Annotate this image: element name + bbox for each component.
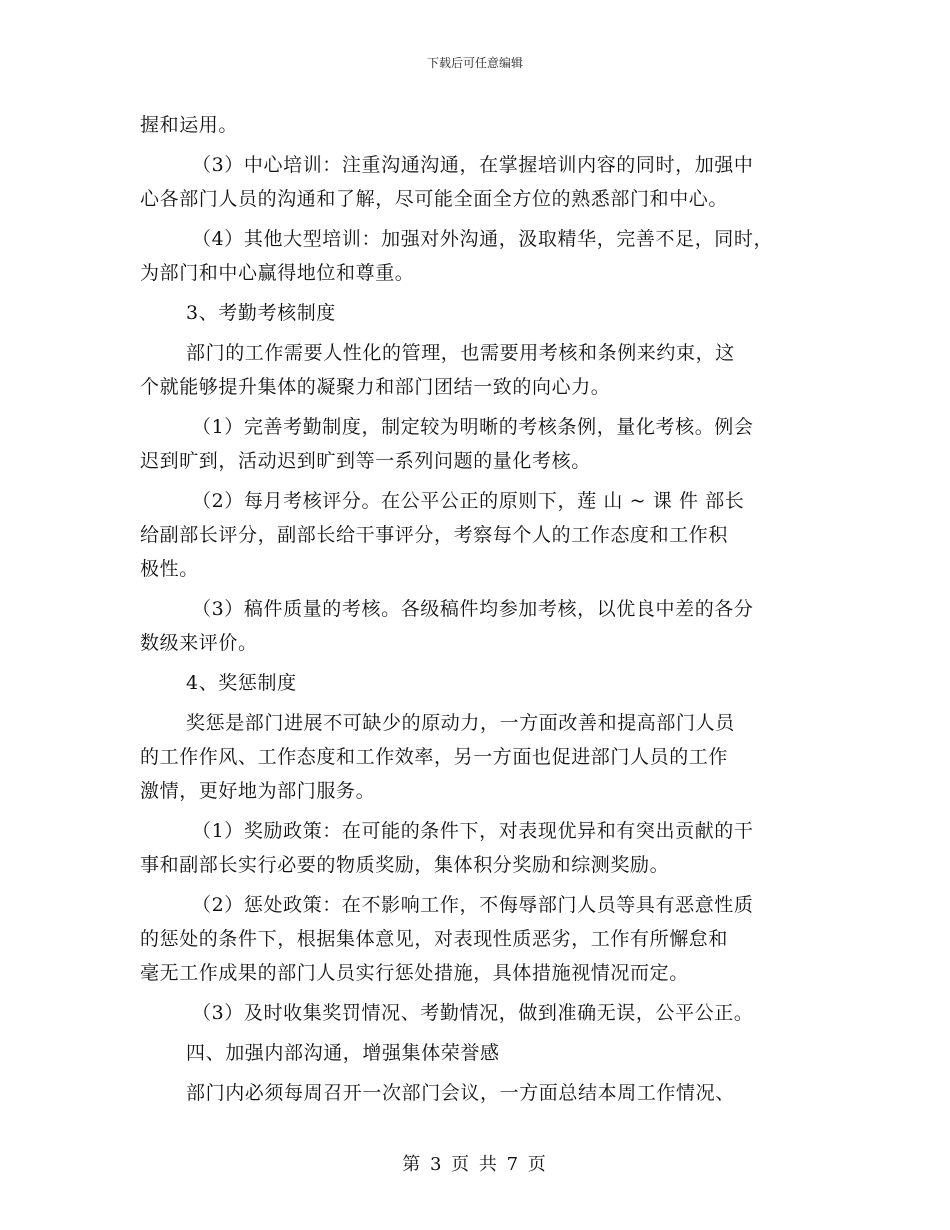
- document-body: [140, 108, 820, 1110]
- text-line: 迟到旷到，活动迟到旷到等一系列问题的量化考核。: [140, 450, 591, 472]
- text-line: 部门的工作需要人性化的管理，也需要用考核和条例来约束，这: [186, 342, 735, 364]
- text-line: 的惩处的条件下，根据集体意见，对表现性质恶劣，工作有所懈怠和: [140, 928, 729, 950]
- text-line: （4）其他大型培训：加强对外沟通，汲取精华，完善不足，同时，: [192, 228, 774, 250]
- text-line: 极性。: [140, 558, 199, 580]
- text-line: 心各部门人员的沟通和了解，尽可能全面全方位的熟悉部门和中心。: [140, 188, 729, 210]
- text-line: （1）完善考勤制度，制定较为明晰的考核条例，量化考核。例会: [192, 416, 754, 438]
- text-line: 给副部长评分，副部长给干事评分，考察每个人的工作态度和工作积: [140, 524, 729, 546]
- text-line: 个就能够提升集体的凝聚力和部门团结一致的向心力。: [140, 376, 611, 398]
- text-line: 四、加强内部沟通，增强集体荣誉感: [186, 1042, 500, 1064]
- page-header: 下载后可任意编辑: [426, 56, 523, 70]
- text-line: （3）及时收集奖罚情况、考勤情况，做到准确无误，公平公正。: [192, 1002, 754, 1024]
- text-line: 的工作作风、工作态度和工作效率，另一方面也促进部门人员的工作: [140, 746, 729, 768]
- text-line: 毫无工作成果的部门人员实行惩处措施，具体措施视情况而定。: [140, 962, 689, 984]
- text-line: （1）奖励政策：在可能的条件下，对表现优异和有突出贡献的干: [192, 820, 754, 842]
- text-line: （3）稿件质量的考核。各级稿件均参加考核，以优良中差的各分: [192, 598, 754, 620]
- text-line: 激情，更好地为部门服务。: [140, 780, 376, 802]
- text-line: 事和副部长实行必要的物质奖励，集体积分奖励和综测奖励。: [140, 854, 670, 876]
- text-line: 4、奖惩制度: [186, 672, 297, 694]
- text-line: 数级来评价。: [140, 632, 258, 654]
- text-line: 3、考勤考核制度: [186, 302, 336, 324]
- page-footer: 第 3 页 共 7 页: [402, 1154, 548, 1175]
- text-line: 为部门和中心赢得地位和尊重。: [140, 262, 415, 284]
- text-line: 握和运用。: [140, 114, 239, 136]
- text-line: （2）每月考核评分。在公平公正的原则下，莲 山 ~ 课 件 部长: [192, 490, 745, 512]
- text-line: （3）中心培训：注重沟通沟通，在掌握培训内容的同时，加强中: [192, 154, 754, 176]
- text-line: （2）惩处政策：在不影响工作，不侮辱部门人员等具有恶意性质: [192, 894, 754, 916]
- text-line: 奖惩是部门进展不可缺少的原动力，一方面改善和提高部门人员: [186, 712, 735, 734]
- text-line: 部门内必须每周召开一次部门会议，一方面总结本周工作情况、: [186, 1082, 735, 1104]
